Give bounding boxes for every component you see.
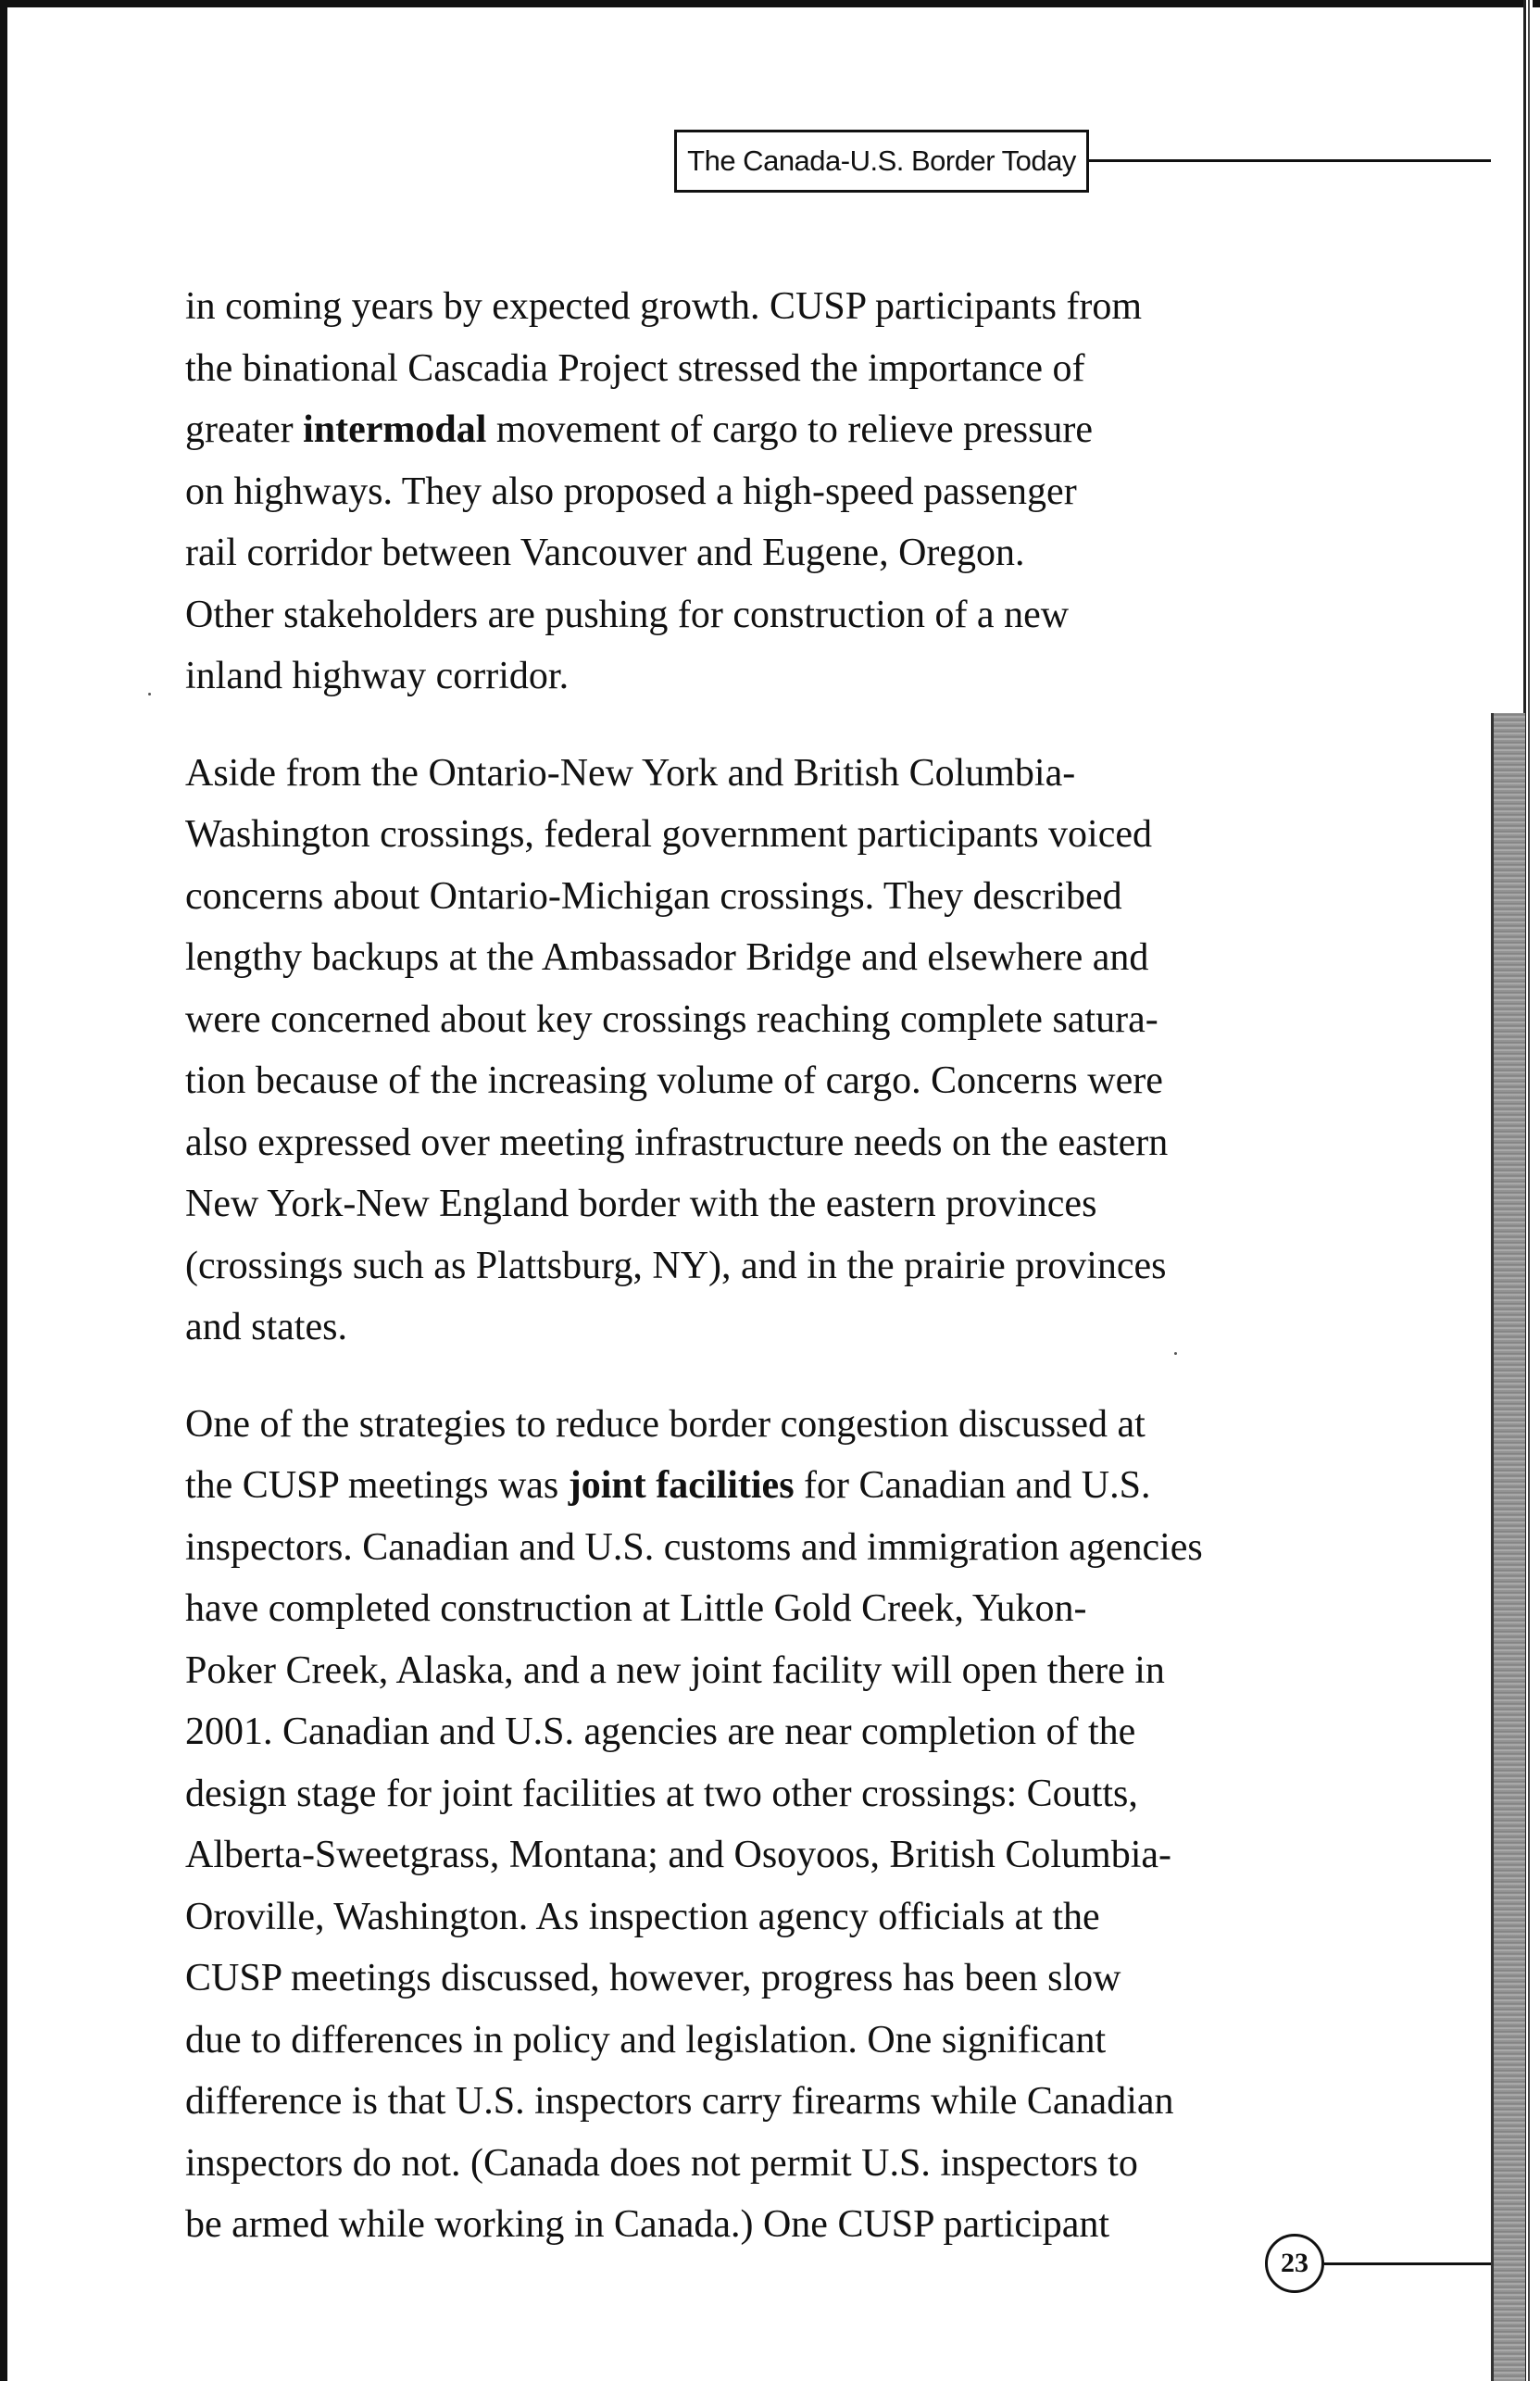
text-run: for Canadian and U.S. — [794, 1464, 1151, 1507]
text-line: Poker Creek, Alaska, and a new joint facility will open there in — [185, 1648, 1165, 1692]
page-number — [1265, 2234, 1324, 2293]
text-run: movement of cargo to relieve pressure — [486, 408, 1094, 451]
text-line: have completed construction at Little Gold Creek, Yukon- — [185, 1587, 1087, 1630]
text-line: rail corridor between Vancouver and Eugene, Oregon. — [185, 532, 1025, 574]
text-line — [185, 1455, 1278, 1517]
text-line: difference is that U.S. inspectors carry firearms while Canadian — [185, 2080, 1174, 2123]
text-line: inspectors. Canadian and U.S. customs and immigration agencies — [185, 1525, 1203, 1569]
text-line: Washington crossings, federal government participants voiced — [185, 813, 1152, 856]
text-line: tion because of the increasing volume of cargo. Concerns were — [185, 1059, 1163, 1102]
text-line: 2001. Canadian and U.S. agencies are near completion of the — [185, 1711, 1136, 1753]
paragraph — [185, 743, 1278, 1359]
text-line: design stage for joint facilities at two other crossings: Coutts, — [185, 1772, 1138, 1815]
paragraph — [185, 276, 1278, 708]
text-line: New York-New England border with the eastern provinces — [185, 1183, 1097, 1225]
text-line: inland highway corridor. — [185, 655, 570, 697]
page-number-value: 23 — [1281, 2248, 1308, 2278]
bold-term: intermodal — [303, 408, 487, 451]
text-line: Aside from the Ontario-New York and British Columbia- — [185, 751, 1076, 795]
text-line: (crossings such as Plattsburg, NY), and in the prairie provinces — [185, 1244, 1167, 1287]
scan-speck — [148, 693, 151, 696]
text-line: CUSP meetings discussed, however, progress has been slow — [185, 1957, 1121, 1999]
bold-term: joint facilities — [568, 1464, 795, 1507]
text-line: inspectors do not. (Canada does not permit U.S. inspectors to — [185, 2141, 1138, 2185]
running-header — [674, 130, 1089, 193]
text-line: Alberta-Sweetgrass, Montana; and Osoyoos, British Columbia- — [185, 1834, 1172, 1876]
side-shading-band — [1491, 713, 1525, 2381]
text-line: also expressed over meeting infrastructure needs on the eastern — [185, 1121, 1169, 1164]
text-line: were concerned about key crossings reaching complete satura- — [185, 997, 1158, 1041]
text-run: the CUSP meetings was — [185, 1464, 569, 1507]
text-line: due to differences in policy and legislation. One significant — [185, 2018, 1107, 2061]
page-number-rule — [1324, 2262, 1491, 2265]
text-line: Other stakeholders are pushing for construction of a new — [185, 593, 1070, 636]
body-text — [185, 276, 1278, 2291]
paragraph — [185, 1394, 1278, 2256]
text-line: concerns about Ontario-Michigan crossings. They described — [185, 874, 1122, 918]
text-line: the binational Cascadia Project stressed the importance of — [185, 346, 1085, 390]
text-line — [185, 399, 1278, 461]
header-rule — [1089, 159, 1491, 162]
text-line: One of the strategies to reduce border congestion discussed at — [185, 1402, 1146, 1446]
text-line: in coming years by expected growth. CUSP participants from — [185, 285, 1143, 328]
text-line: lengthy backups at the Ambassador Bridge and elsewhere and — [185, 936, 1149, 979]
text-line: Oroville, Washington. As inspection agency officials at the — [185, 1895, 1100, 1938]
running-header-title: The Canada-U.S. Border Today — [687, 144, 1076, 177]
text-line: on highways. They also proposed a high-speed passenger — [185, 470, 1077, 513]
scan-speck — [1174, 1352, 1177, 1355]
text-run: greater — [185, 408, 304, 451]
text-line: and states. — [185, 1306, 347, 1348]
text-line: be armed while working in Canada.) One CUSP participant — [185, 2203, 1110, 2246]
